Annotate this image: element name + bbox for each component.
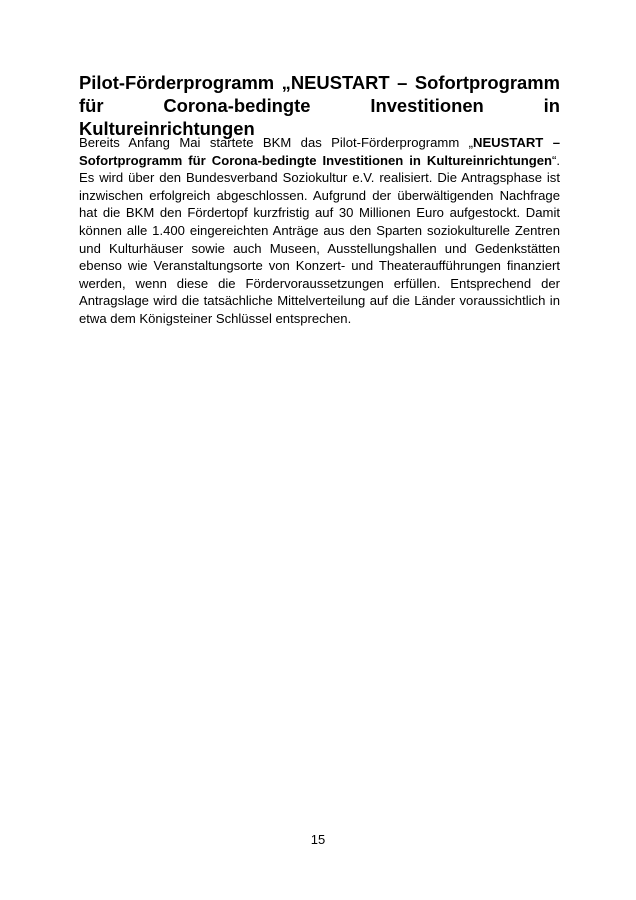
body-paragraph [79, 134, 560, 328]
paragraph-rest: “. Es wird über den Bundesverband Soziokultur e.V. realisiert. Die Antragsphase ist inzwischen erfolgreich abgeschlossen. Aufgrund der überwältigenden Nachfrage hat die BKM den Fördertopf kurzfristig auf 30 Millionen Euro aufgestockt. Damit können alle 1.400 eingereichten Anträge aus den Sparten soziokulturelle Zentren und Kulturhäuser sowie auch Museen, Ausstellungshallen und Gedenkstätten ebenso wie Veranstaltungsorte von Konzert- und Theateraufführungen finanziert werden, wenn diese die Fördervoraussetzungen erfüllen. Entsprechend der Antragslage wird die tatsächliche Mittelverteilung auf die Länder voraussichtlich in etwa dem Königsteiner Schlüssel entsprechen. [79, 152, 560, 326]
paragraph-intro: Bereits Anfang Mai startete BKM das Pilot-Förderprogramm „ [79, 135, 473, 150]
section-heading: Pilot-Förderprogramm „NEUSTART – Sofortprogramm für Corona-bedingte Investitionen in Kultureinrichtungen [79, 72, 560, 139]
program-name: NEUSTART – Sofortprogramm für Corona-bedingte Investitionen in Kultureinrichtungen [79, 135, 560, 168]
page-number: 15 [310, 832, 326, 847]
